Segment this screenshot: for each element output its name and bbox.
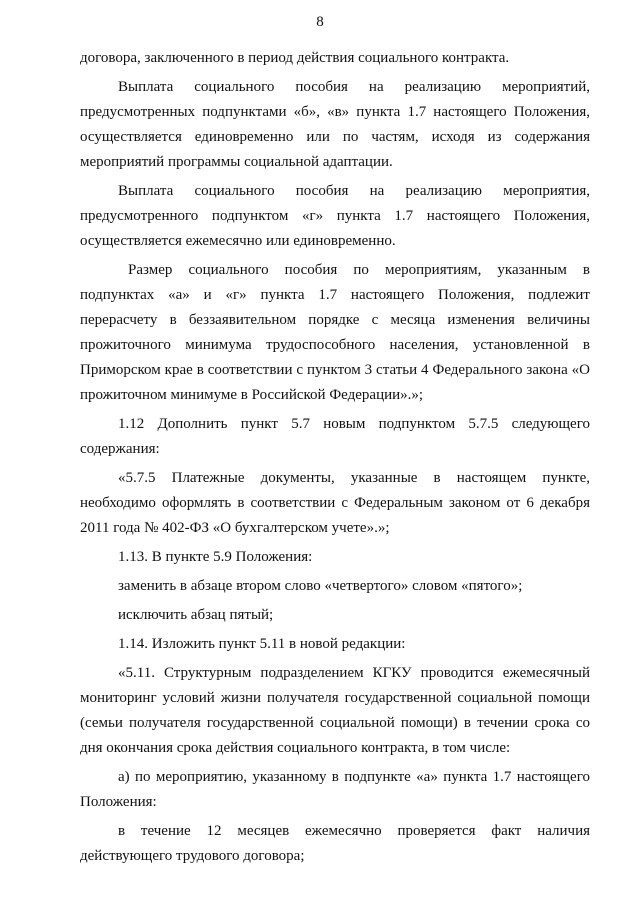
paragraph-item-5-11: «5.11. Структурным подразделением КГКУ проводится ежемесячный мониторинг условий жизни получателя государственной социальной помощи (семьи получателя государственной социальной помощи) в течении срока со дня окончания срока действия социального контракта, в том числе: — [80, 665, 590, 756]
page-number: 8 — [316, 14, 324, 30]
paragraph-subitem-a: а) по мероприятию, указанному в подпункте «а» пункта 1.7 настоящего Положения: — [80, 769, 590, 810]
paragraph-payment-g: Выплата социального пособия на реализацию мероприятия, предусмотренного подпунктом «г» пункта 1.7 настоящего Положения, осуществляется ежемесячно или единовременно. — [80, 183, 590, 249]
document-body — [80, 46, 590, 873]
paragraph-benefit-amount: Размер социального пособия по мероприятиям, указанным в подпунктах «а» и «г» пункта 1.7 настоящего Положения, подлежит перерасчету в беззаявительном порядке с месяца изменения величины прожиточного минимума трудоспособного населения, установленной в Приморском крае в соответствии с пунктом 3 статьи 4 Федерального закона «О прожиточном минимуме в Российской Федерации».»; — [80, 262, 590, 403]
paragraph-subitem-5-7-5: «5.7.5 Платежные документы, указанные в настоящем пункте, необходимо оформлять в соответствии с Федеральным законом от 6 декабря 2011 года № 402-ФЗ «О бухгалтерском учете».»; — [80, 470, 590, 536]
paragraph-item-1-14: 1.14. Изложить пункт 5.11 в новой редакции: — [118, 636, 406, 652]
paragraph-item-1-13: 1.13. В пункте 5.9 Положения: — [118, 549, 313, 565]
paragraph-payment-b-v: Выплата социального пособия на реализацию мероприятий, предусмотренных подпунктами «б», «в» пункта 1.7 настоящего Положения, осуществляется единовременно или по частям, исходя из содержания мероприятий программы социальной адаптации. — [80, 79, 590, 170]
paragraph-item-1-12: 1.12 Дополнить пункт 5.7 новым подпунктом 5.7.5 следующего содержания: — [80, 416, 590, 457]
paragraph-continuation: договора, заключенного в период действия социального контракта. — [80, 50, 510, 66]
paragraph-exclude-fifth: исключить абзац пятый; — [118, 607, 274, 623]
paragraph-replace-word: заменить в абзаце втором слово «четвертого» словом «пятого»; — [118, 578, 523, 594]
paragraph-monitoring-12-months: в течение 12 месяцев ежемесячно проверяется факт наличия действующего трудового договора; — [80, 823, 590, 864]
